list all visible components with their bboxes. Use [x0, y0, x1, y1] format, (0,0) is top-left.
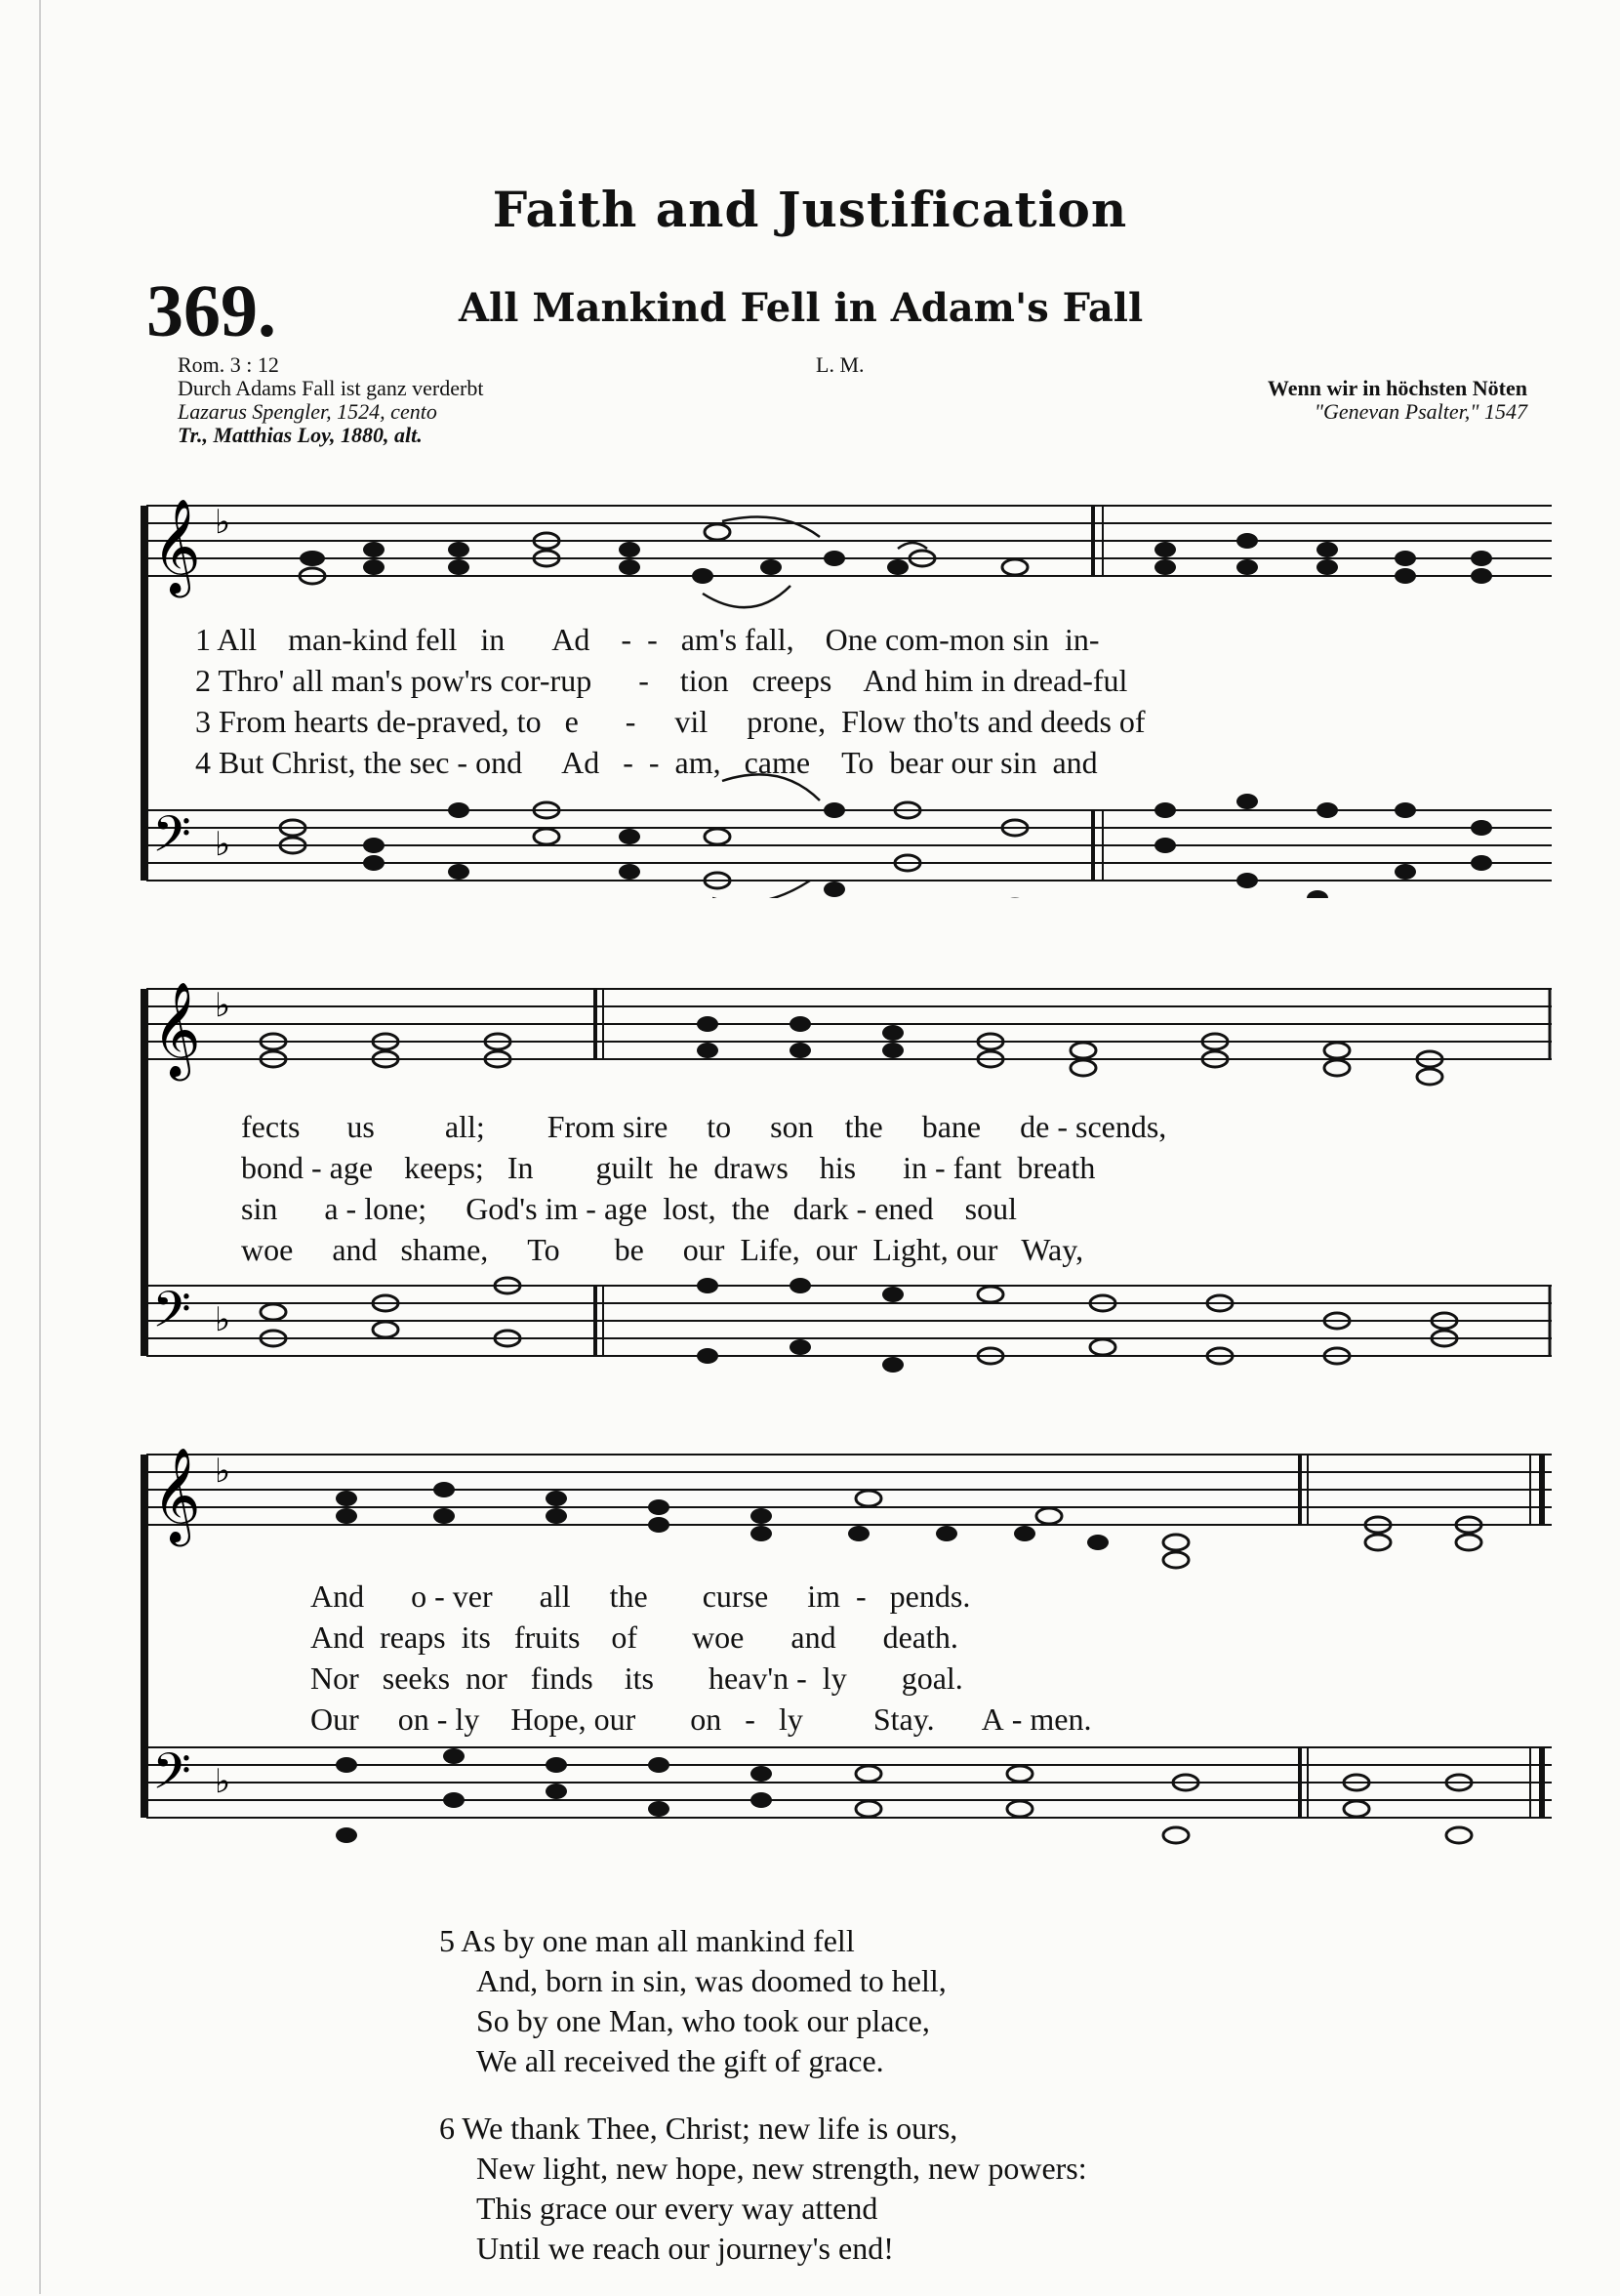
- meter: L. M.: [816, 352, 865, 377]
- system-1-verse-3: 3 From hearts de-praved, to e - vil prone, Flow tho'ts and deeds of: [195, 704, 1146, 739]
- additional-stanzas: [439, 1921, 1087, 2296]
- system-brace: [141, 1455, 148, 1818]
- treble-staff-3: [146, 1455, 1552, 1525]
- system-3-verse-3: Nor seeks nor finds its heav'n - ly goal.: [310, 1660, 963, 1696]
- bass-staff-3: [146, 1747, 1552, 1818]
- stanza-line: We all received the gift of grace.: [476, 2043, 884, 2078]
- stanza-line: Until we reach our journey's end!: [476, 2231, 894, 2266]
- hymn-number: 369.: [146, 270, 276, 352]
- bass-staff-1: [146, 810, 1552, 881]
- tune-name: Wenn wir in höchsten Nöten: [1267, 376, 1527, 400]
- stanza-line: So by one Man, who took our place,: [476, 2003, 930, 2038]
- stanza-line: This grace our every way attend: [476, 2191, 878, 2226]
- treble-clef-icon: 𝄞: [152, 498, 201, 594]
- system-brace: [141, 506, 148, 881]
- flat-key-signature-icon: ♭: [215, 1762, 231, 1801]
- stanza-line: 5 As by one man all mankind fell: [439, 1923, 855, 1958]
- treble-clef-icon: 𝄞: [152, 1447, 201, 1542]
- original-title: Durch Adams Fall ist ganz verderbt: [178, 376, 484, 400]
- stanza-line: New light, new hope, new strength, new powers:: [476, 2151, 1087, 2186]
- system-2-verse-2: bond - age keeps; In guilt he draws his in - fant breath: [241, 1150, 1096, 1185]
- stanza-5: [439, 1921, 1087, 2081]
- stanza-6: [439, 2109, 1087, 2269]
- system-2-verse-4: woe and shame, To be our Life, our Light, our Way,: [241, 1232, 1084, 1267]
- flat-key-signature-icon: ♭: [215, 503, 231, 542]
- system-2-verse-1: fects us all; From sire to son the bane de - scends,: [241, 1109, 1167, 1144]
- flat-key-signature-icon: ♭: [215, 1300, 231, 1339]
- tune-source: "Genevan Psalter," 1547: [1314, 399, 1527, 424]
- flat-key-signature-icon: ♭: [215, 986, 231, 1025]
- tune-credits: [1268, 377, 1527, 424]
- system-3-verse-4: Our on - ly Hope, our on - ly Stay. A - men.: [310, 1702, 1092, 1737]
- flat-key-signature-icon: ♭: [215, 825, 231, 864]
- scripture-reference: Rom. 3 : 12: [178, 352, 279, 377]
- treble-staff-2: [146, 989, 1552, 1059]
- stanza-line: And, born in sin, was doomed to hell,: [476, 1963, 947, 1998]
- hymn-text-credits: [178, 353, 483, 447]
- bass-clef-icon: 𝄢: [152, 804, 191, 876]
- flat-key-signature-icon: ♭: [215, 1452, 231, 1491]
- author-credit: Lazarus Spengler, 1524, cento: [178, 399, 437, 424]
- treble-staff-1: [146, 506, 1552, 576]
- section-title: Faith and Justification: [492, 181, 1128, 238]
- system-2-verse-3: sin a - lone; God's im - age lost, the dark - ened soul: [241, 1191, 1017, 1226]
- stanza-line: 6 We thank Thee, Christ; new life is ours,: [439, 2111, 958, 2146]
- system-3-verse-2: And reaps its fruits of woe and death.: [310, 1620, 958, 1655]
- system-1-verse-2: 2 Thro' all man's pow'rs cor-rup - tion creeps And him in dread-ful: [195, 663, 1128, 698]
- treble-clef-icon: 𝄞: [152, 981, 201, 1077]
- system-1-verse-1: 1 All man-kind fell in Ad - - am's fall, One com-mon sin in-: [195, 622, 1100, 657]
- system-1-verse-4: 4 But Christ, the sec - ond Ad - - am, came To bear our sin and: [195, 745, 1098, 780]
- system-3-verse-1: And o - ver all the curse im - pends.: [310, 1578, 971, 1614]
- bass-clef-icon: 𝄢: [152, 1742, 191, 1813]
- translator-credit: Tr., Matthias Loy, 1880, alt.: [178, 423, 423, 447]
- bass-clef-icon: 𝄢: [152, 1280, 191, 1351]
- hymn-title: All Mankind Fell in Adam's Fall: [459, 285, 1144, 331]
- bass-staff-2: [146, 1286, 1552, 1356]
- system-brace: [141, 989, 148, 1356]
